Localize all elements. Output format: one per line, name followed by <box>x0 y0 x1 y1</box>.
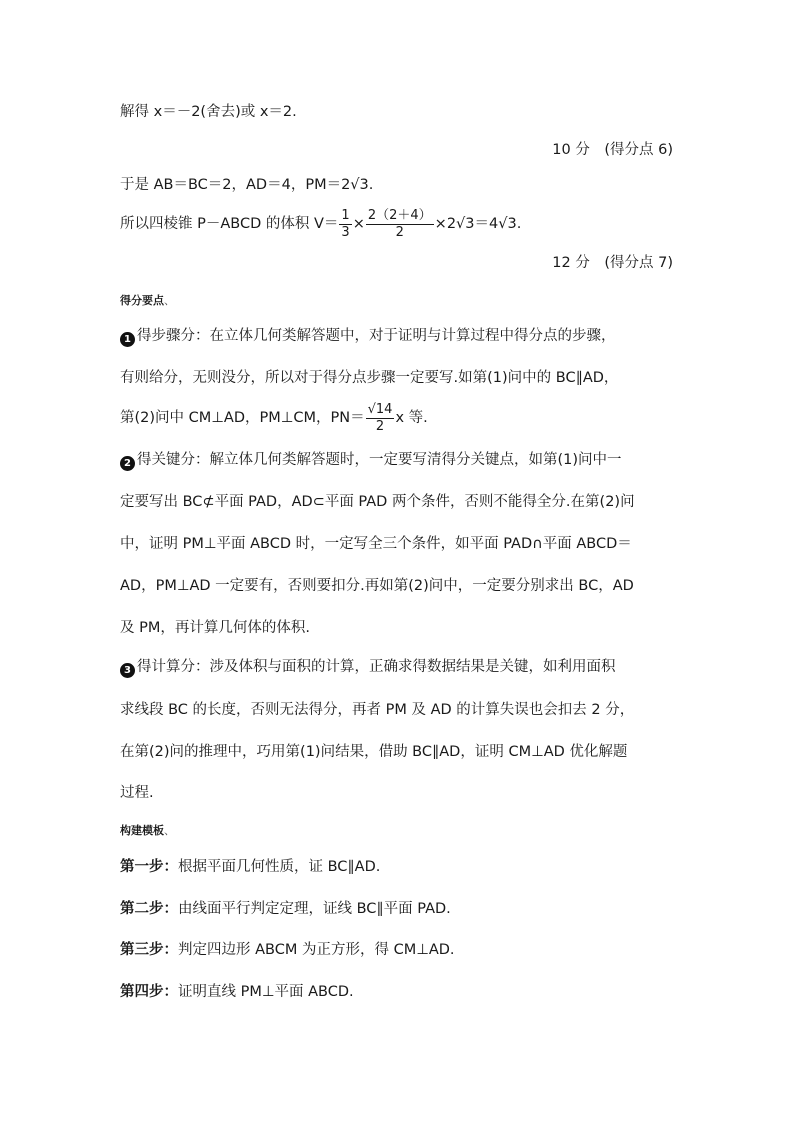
fraction-2-numerator: 2（2＋4） <box>367 207 432 223</box>
score-point-3-line-1 <box>120 657 616 678</box>
template-step-4-text: 证明直线 PM⊥平面 ABCD. <box>178 984 354 1000</box>
score-point-1-line-3 <box>120 398 428 438</box>
pn-suffix: x 等. <box>395 410 428 426</box>
fraction-base-area <box>366 208 434 241</box>
fraction-pn <box>366 402 395 435</box>
fraction-one-third <box>339 208 351 241</box>
score-point-1-line-1 <box>120 326 616 347</box>
template-heading-tick: 、 <box>164 824 175 837</box>
score-point-1-line-2: 有则给分，无则没分，所以对于得分点步骤一定要写.如第(1)问中的 BC∥AD， <box>120 370 619 386</box>
fraction-2-denominator: 2 <box>395 224 404 240</box>
score-point-2-line-5: 及 PM，再计算几何体的体积. <box>120 620 310 636</box>
template-heading-text: 构建模板 <box>120 824 164 837</box>
score-point-1-text-1: 得步骤分：在立体几何类解答题中，对于证明与计算过程中得分点的步骤， <box>137 328 616 344</box>
volume-prefix: 所以四棱锥 P－ABCD 的体积 V＝ <box>120 216 339 232</box>
fraction-1-denominator: 3 <box>341 224 350 240</box>
template-step-2-text: 由线面平行判定定理，证线 BC∥平面 PAD. <box>178 901 451 917</box>
score-points-heading <box>120 292 175 308</box>
score-point-2-marker: 2 <box>120 456 135 471</box>
solution-line-2 <box>120 175 373 195</box>
score-point-2-line-2: 定要写出 BC⊄平面 PAD，AD⊂平面 PAD 两个条件，否则不能得全分.在第(2)问 <box>120 494 635 510</box>
score-point-3-line-3: 在第(2)问的推理中，巧用第(1)问结果，借助 BC∥AD，证明 CM⊥AD 优化解题 <box>120 744 628 760</box>
template-step-1-text: 根据平面几何性质，证 BC∥AD. <box>178 859 381 875</box>
template-step-3-text: 判定四边形 ABCM 为正方形，得 CM⊥AD. <box>178 942 455 958</box>
volume-suffix: ×2√3＝4√3. <box>434 216 522 232</box>
solution-line-3: 所以四棱锥 P－ABCD 的体积 V＝ $\frac{1}{3}$ × $\frac{2(2+4)}{2}$ ×2√3＝4√3. <box>120 207 522 240</box>
solution-line-1: 解得 x＝－2(舍去)或 x＝2. <box>120 104 297 120</box>
template-step-1-label: 第一步： <box>120 859 178 875</box>
solution-line-2-math: AB＝BC＝2，AD＝4，PM＝2√3. <box>153 177 374 193</box>
score-point-2-text-1: 得关键分：解立体几何类解答题时，一定要写清得分关键点，如第(1)问中一 <box>137 452 622 468</box>
pn-denominator: 2 <box>375 418 385 434</box>
score-point-2-line-1 <box>120 450 622 471</box>
fraction-1-numerator: 1 <box>341 207 350 223</box>
template-step-3-label: 第三步： <box>120 942 178 958</box>
template-heading <box>120 822 175 838</box>
score-point-3-line-4: 过程. <box>120 785 154 801</box>
score-note-1: 10 分 (得分点 6) <box>552 142 673 158</box>
score-point-3-marker: 3 <box>120 663 135 678</box>
template-step-3 <box>120 940 455 960</box>
template-step-4-label: 第四步： <box>120 984 178 1000</box>
score-point-2-line-3: 中，证明 PM⊥平面 ABCD 时，一定写全三个条件，如平面 PAD∩平面 ABCD＝ <box>120 536 632 552</box>
score-point-1-marker: 1 <box>120 332 135 347</box>
score-point-1-text-3: 第(2)问中 CM⊥AD，PM⊥CM，PN＝ <box>120 410 365 426</box>
score-points-heading-text: 得分要点 <box>120 294 164 307</box>
template-step-2-label: 第二步： <box>120 901 178 917</box>
score-point-2-line-4: AD，PM⊥AD 一定要有，否则要扣分.再如第(2)问中，一定要分别求出 BC，AD <box>120 578 634 594</box>
template-step-2 <box>120 899 451 919</box>
template-step-4 <box>120 982 354 1002</box>
pn-numerator: √14 <box>367 401 393 417</box>
template-step-1 <box>120 857 380 877</box>
solution-line-2-prefix: 于是 <box>120 177 154 193</box>
score-note-2: 12 分 (得分点 7) <box>552 255 673 271</box>
score-point-3-line-2: 求线段 BC 的长度，否则无法得分，再者 PM 及 AD 的计算失误也会扣去 2 分， <box>120 702 635 718</box>
score-point-3-text-1: 得计算分：涉及体积与面积的计算，正确求得数据结果是关键，如利用面积 <box>137 659 616 675</box>
heading-tick: 、 <box>164 294 175 307</box>
